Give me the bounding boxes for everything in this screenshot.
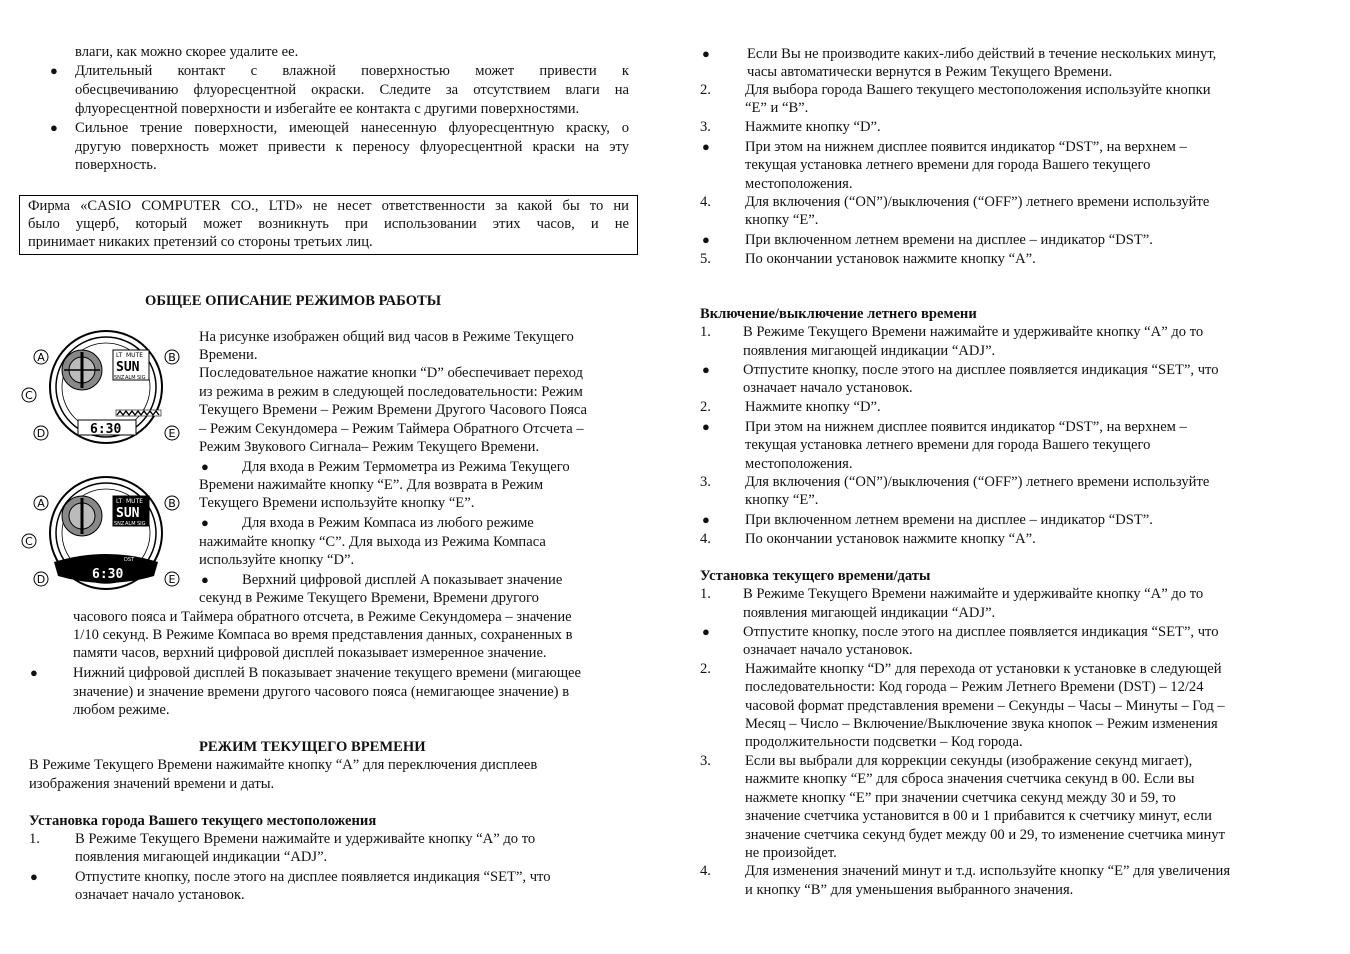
- s-s3-line: значение счетчика секунд будет между 00 и 29, то изменение счетчика минут: [745, 827, 1225, 843]
- bullet1-line2: обесцвечиванию флуоресцентной окраски. Следите за отсутствием влаги на: [75, 82, 629, 98]
- button-e-label: E: [168, 427, 176, 440]
- r-b2-line: местоположения.: [745, 176, 853, 192]
- time-display: 6:30: [92, 567, 124, 582]
- bullet-icon: ●: [50, 120, 58, 135]
- button-b-label: B: [168, 351, 176, 364]
- s-s3-line: Если вы выбрали для коррекции секунды (изображение секунд мигает),: [745, 753, 1193, 769]
- bullet1-line1: Длительный контакт с влажной поверхностью может привести к: [75, 63, 629, 79]
- disclaimer-line3: принимает никаких претензий со стороны третьих лиц.: [28, 234, 373, 250]
- bullet-icon: ●: [201, 515, 209, 530]
- modes-para-line: из режима в режим в следующей последовательности: Режим: [199, 384, 583, 400]
- lt-mute-label: LT: [116, 352, 123, 359]
- d-s2-line: Нажмите кнопку “D”.: [745, 399, 881, 415]
- mode-label: SIG: [137, 521, 146, 527]
- step-number: 1.: [700, 324, 711, 340]
- lt-mute-label: MUTE: [126, 498, 144, 505]
- modes-para-line: Режим Звукового Сигнала– Режим Текущего Времени.: [199, 439, 540, 455]
- d-b2-line: текущая установка летнего времени для города Вашего текущего: [745, 437, 1151, 453]
- city-s1-line: появления мигающей индикации “ADJ”.: [75, 849, 328, 865]
- r-s4-line: Для включения (“ON”)/выключения (“OFF”) летнего времени используйте: [745, 194, 1210, 210]
- dst-heading: Включение/выключение летнего времени: [700, 306, 977, 322]
- watch-illustration-1: [20, 330, 192, 445]
- step-number: 3.: [700, 119, 711, 135]
- s-s2-line: Месяц – Число – Включение/Выключение звука кнопок – Режим изменения: [745, 716, 1218, 732]
- d-s1-line: В Режиме Текущего Времени нажимайте и удерживайте кнопку “A” до то: [743, 324, 1204, 340]
- r-b1-line: Если Вы не производите каких-либо действий в течение нескольких минут,: [747, 46, 1217, 62]
- time-mode-heading: РЕЖИМ ТЕКУЩЕГО ВРЕМЕНИ: [199, 739, 426, 755]
- s-s2-line: часовой формат представления времени – Секунды – Часы – Минуты – Год –: [745, 698, 1225, 714]
- city-s1-line: В Режиме Текущего Времени нажимайте и удерживайте кнопку “A” до то: [75, 831, 536, 847]
- bullet-icon: ●: [702, 232, 710, 247]
- day-display: SUN: [116, 506, 140, 521]
- d-b1-line: означает начало установок.: [743, 380, 913, 396]
- modes-b3-line: 1/10 секунд. В Режиме Компаса во время представления данных, сохраненных в: [73, 627, 573, 643]
- modes-para-line: Последовательное нажатие кнопки “D” обеспечивает переход: [199, 365, 583, 381]
- step-number: 4.: [700, 863, 711, 879]
- dst-label: DST: [124, 557, 135, 563]
- r-s5-line: По окончании установок нажмите кнопку “A”.: [745, 251, 1036, 267]
- bullet-icon: ●: [201, 572, 209, 587]
- modes-heading: ОБЩЕЕ ОПИСАНИЕ РЕЖИМОВ РАБОТЫ: [145, 293, 442, 309]
- bullet-icon: ●: [201, 459, 209, 474]
- time-para-line: изображения значений времени и даты.: [29, 776, 275, 792]
- r-s4-line: кнопку “E”.: [745, 212, 819, 228]
- r-b2-line: При этом на нижнем дисплее появится индикатор “DST”, на верхнем –: [745, 139, 1187, 155]
- modes-b3-line: секунд в Режиме Текущего Времени, Времени другого: [199, 590, 539, 606]
- step-number: 5.: [700, 251, 711, 267]
- s-s2-line: Нажимайте кнопку “D” для перехода от установки к установке в следующей: [745, 661, 1222, 677]
- d-s4-line: По окончании установок нажмите кнопку “A”.: [745, 531, 1036, 547]
- s-s4-line: Для изменения значений минут и т.д. используйте кнопку “E” для увеличения: [745, 863, 1231, 879]
- modes-b4-line: Нижний цифровой дисплей B показывает значение текущего времени (мигающее: [73, 665, 582, 681]
- s-s1-line: появления мигающей индикации “ADJ”.: [743, 605, 996, 621]
- button-e-label: E: [168, 573, 176, 586]
- time-para-line: В Режиме Текущего Времени нажимайте кнопку “A” для переключения дисплеев: [29, 757, 538, 773]
- disclaimer-line1: Фирма «CASIO COMPUTER CO., LTD» не несет ответственности за какой бы то ни: [28, 198, 629, 214]
- button-a-label: A: [37, 351, 45, 364]
- modes-para-line: Времени.: [199, 347, 258, 363]
- bullet-icon: ●: [702, 46, 710, 61]
- r-b3-line: При включенном летнем времени на дисплее – индикатор “DST”.: [745, 232, 1153, 248]
- modes-b1-line: Времени нажимайте кнопку “E”. Для возврата в Режим: [199, 477, 544, 493]
- s-s3-line: нажмите кнопку “E” для сброса значения счетчика секунд в 00. Если вы: [745, 771, 1195, 787]
- d-b2-line: местоположения.: [745, 456, 853, 472]
- s-s4-line: и кнопку “B” для уменьшения выбранного значения.: [745, 882, 1074, 898]
- step-number: 1.: [700, 586, 711, 602]
- intro-line: влаги, как можно скорее удалите ее.: [75, 44, 299, 60]
- mode-label: SNZ: [114, 375, 125, 381]
- modes-b3-line: часового пояса и Таймера обратного отсчета, в Режиме Секундомера – значение: [73, 609, 572, 625]
- s-b1-line: означает начало установок.: [743, 642, 913, 658]
- r-s2-line: “E” и “B”.: [745, 100, 809, 116]
- bullet2-line2: другую поверхность может привести к переносу флуоресцентной краски на эту: [75, 139, 629, 155]
- s-s3-line: нажмете кнопку “E” при значении счетчика секунд между 30 и 59, то: [745, 790, 1176, 806]
- lt-mute-label: MUTE: [126, 352, 144, 359]
- s-s1-line: В Режиме Текущего Времени нажимайте и удерживайте кнопку “A” до то: [743, 586, 1204, 602]
- modes-para-line: – Режим Секундомера – Режим Таймера Обратного Отсчета –: [199, 421, 584, 437]
- step-number: 1.: [29, 831, 40, 847]
- disclaimer-line2: было ущерб, который может возникнуть при использовании этих часов, и не: [28, 216, 629, 232]
- d-b2-line: При этом на нижнем дисплее появится индикатор “DST”, на верхнем –: [745, 419, 1187, 435]
- d-b1-line: Отпустите кнопку, после этого на дисплее появляется индикация “SET”, что: [743, 362, 1219, 378]
- d-s1-line: появления мигающей индикации “ADJ”.: [743, 343, 996, 359]
- s-s2-line: продолжительности подсветки – Код города.: [745, 734, 1023, 750]
- r-s2-line: Для выбора города Вашего текущего местоположения используйте кнопки: [745, 82, 1211, 98]
- d-b3-line: При включенном летнем времени на дисплее – индикатор “DST”.: [745, 512, 1153, 528]
- mode-label: ALM: [125, 375, 136, 381]
- bullet-icon: ●: [50, 63, 58, 78]
- button-d-label: D: [36, 427, 46, 440]
- bullet-icon: ●: [702, 419, 710, 434]
- bullet-icon: ●: [30, 869, 38, 884]
- mode-label: SNZ: [114, 521, 125, 527]
- modes-b3-line: Верхний цифровой дисплей A показывает значение: [242, 572, 563, 588]
- modes-para-line: Текущего Времени – Режим Времени Другого Часового Пояса: [199, 402, 588, 418]
- step-number: 2.: [700, 661, 711, 677]
- button-a-label: A: [37, 497, 45, 510]
- set-heading: Установка текущего времени/даты: [700, 568, 931, 584]
- bullet2-line3: поверхность.: [75, 157, 157, 173]
- city-s1b-line: Отпустите кнопку, после этого на дисплее появляется индикация “SET”, что: [75, 869, 551, 885]
- bullet-icon: ●: [702, 139, 710, 154]
- city-s1b-line: означает начало установок.: [75, 887, 245, 903]
- step-number: 2.: [700, 399, 711, 415]
- modes-b1-line: Для входа в Режим Термометра из Режима Текущего: [242, 459, 570, 475]
- s-s3-line: не произойдет.: [745, 845, 837, 861]
- city-heading: Установка города Вашего текущего местоположения: [29, 813, 377, 829]
- modes-b2-line: Для входа в Режим Компаса из любого режиме: [242, 515, 534, 531]
- button-d-label: D: [36, 573, 46, 586]
- lt-mute-label: LT: [116, 498, 123, 505]
- modes-para-line: На рисунке изображен общий вид часов в Режиме Текущего: [199, 329, 574, 345]
- step-number: 2.: [700, 82, 711, 98]
- r-s3-line: Нажмите кнопку “D”.: [745, 119, 881, 135]
- modes-b1-line: Текущего Времени используйте кнопку “E”.: [199, 495, 475, 511]
- modes-b4-line: значение) и значение времени другого часового пояса (немигающее значение) в: [73, 684, 570, 700]
- bullet-icon: ●: [30, 665, 38, 680]
- step-number: 4.: [700, 531, 711, 547]
- time-display: 6:30: [90, 422, 122, 437]
- button-b-label: B: [168, 497, 176, 510]
- bullet-icon: ●: [702, 362, 710, 377]
- modes-b4-line: любом режиме.: [73, 702, 170, 718]
- modes-b2-line: используйте кнопку “D”.: [199, 552, 355, 568]
- modes-b2-line: нажимайте кнопку “C”. Для выхода из Режима Компаса: [199, 534, 546, 550]
- button-c-label: C: [25, 389, 33, 402]
- s-s3-line: значение счетчика установится в 00 и 1 прибавится к счетчику минут, если: [745, 808, 1212, 824]
- step-number: 3.: [700, 753, 711, 769]
- day-display: SUN: [116, 360, 140, 375]
- d-s3-line: Для включения (“ON”)/выключения (“OFF”) летнего времени используйте: [745, 474, 1210, 490]
- bullet-icon: ●: [702, 512, 710, 527]
- d-s3-line: кнопку “E”.: [745, 492, 819, 508]
- mode-label: SIG: [137, 375, 146, 381]
- r-b2-line: текущая установка летнего времени для города Вашего текущего: [745, 157, 1151, 173]
- modes-b3-line: памяти часов, верхний цифровой дисплей показывает измеренное значение.: [73, 645, 547, 661]
- bullet-icon: ●: [702, 624, 710, 639]
- step-number: 4.: [700, 194, 711, 210]
- r-b1-line: часы автоматически вернутся в Режим Текущего Времени.: [747, 64, 1113, 80]
- watch-illustration-2: [20, 476, 192, 591]
- bullet2-line1: Сильное трение поверхности, имеющей нанесенную флуоресцентную краску, о: [75, 120, 629, 136]
- step-number: 3.: [700, 474, 711, 490]
- s-s2-line: последовательности: Код города – Режим Летнего Времени (DST) – 12/24: [745, 679, 1204, 695]
- mode-label: ALM: [125, 521, 136, 527]
- s-b1-line: Отпустите кнопку, после этого на дисплее появляется индикация “SET”, что: [743, 624, 1219, 640]
- button-c-label: C: [25, 535, 33, 548]
- bullet1-line3: флуоресцентной поверхности и избегайте ее контакта с другими поверхностями.: [75, 101, 580, 117]
